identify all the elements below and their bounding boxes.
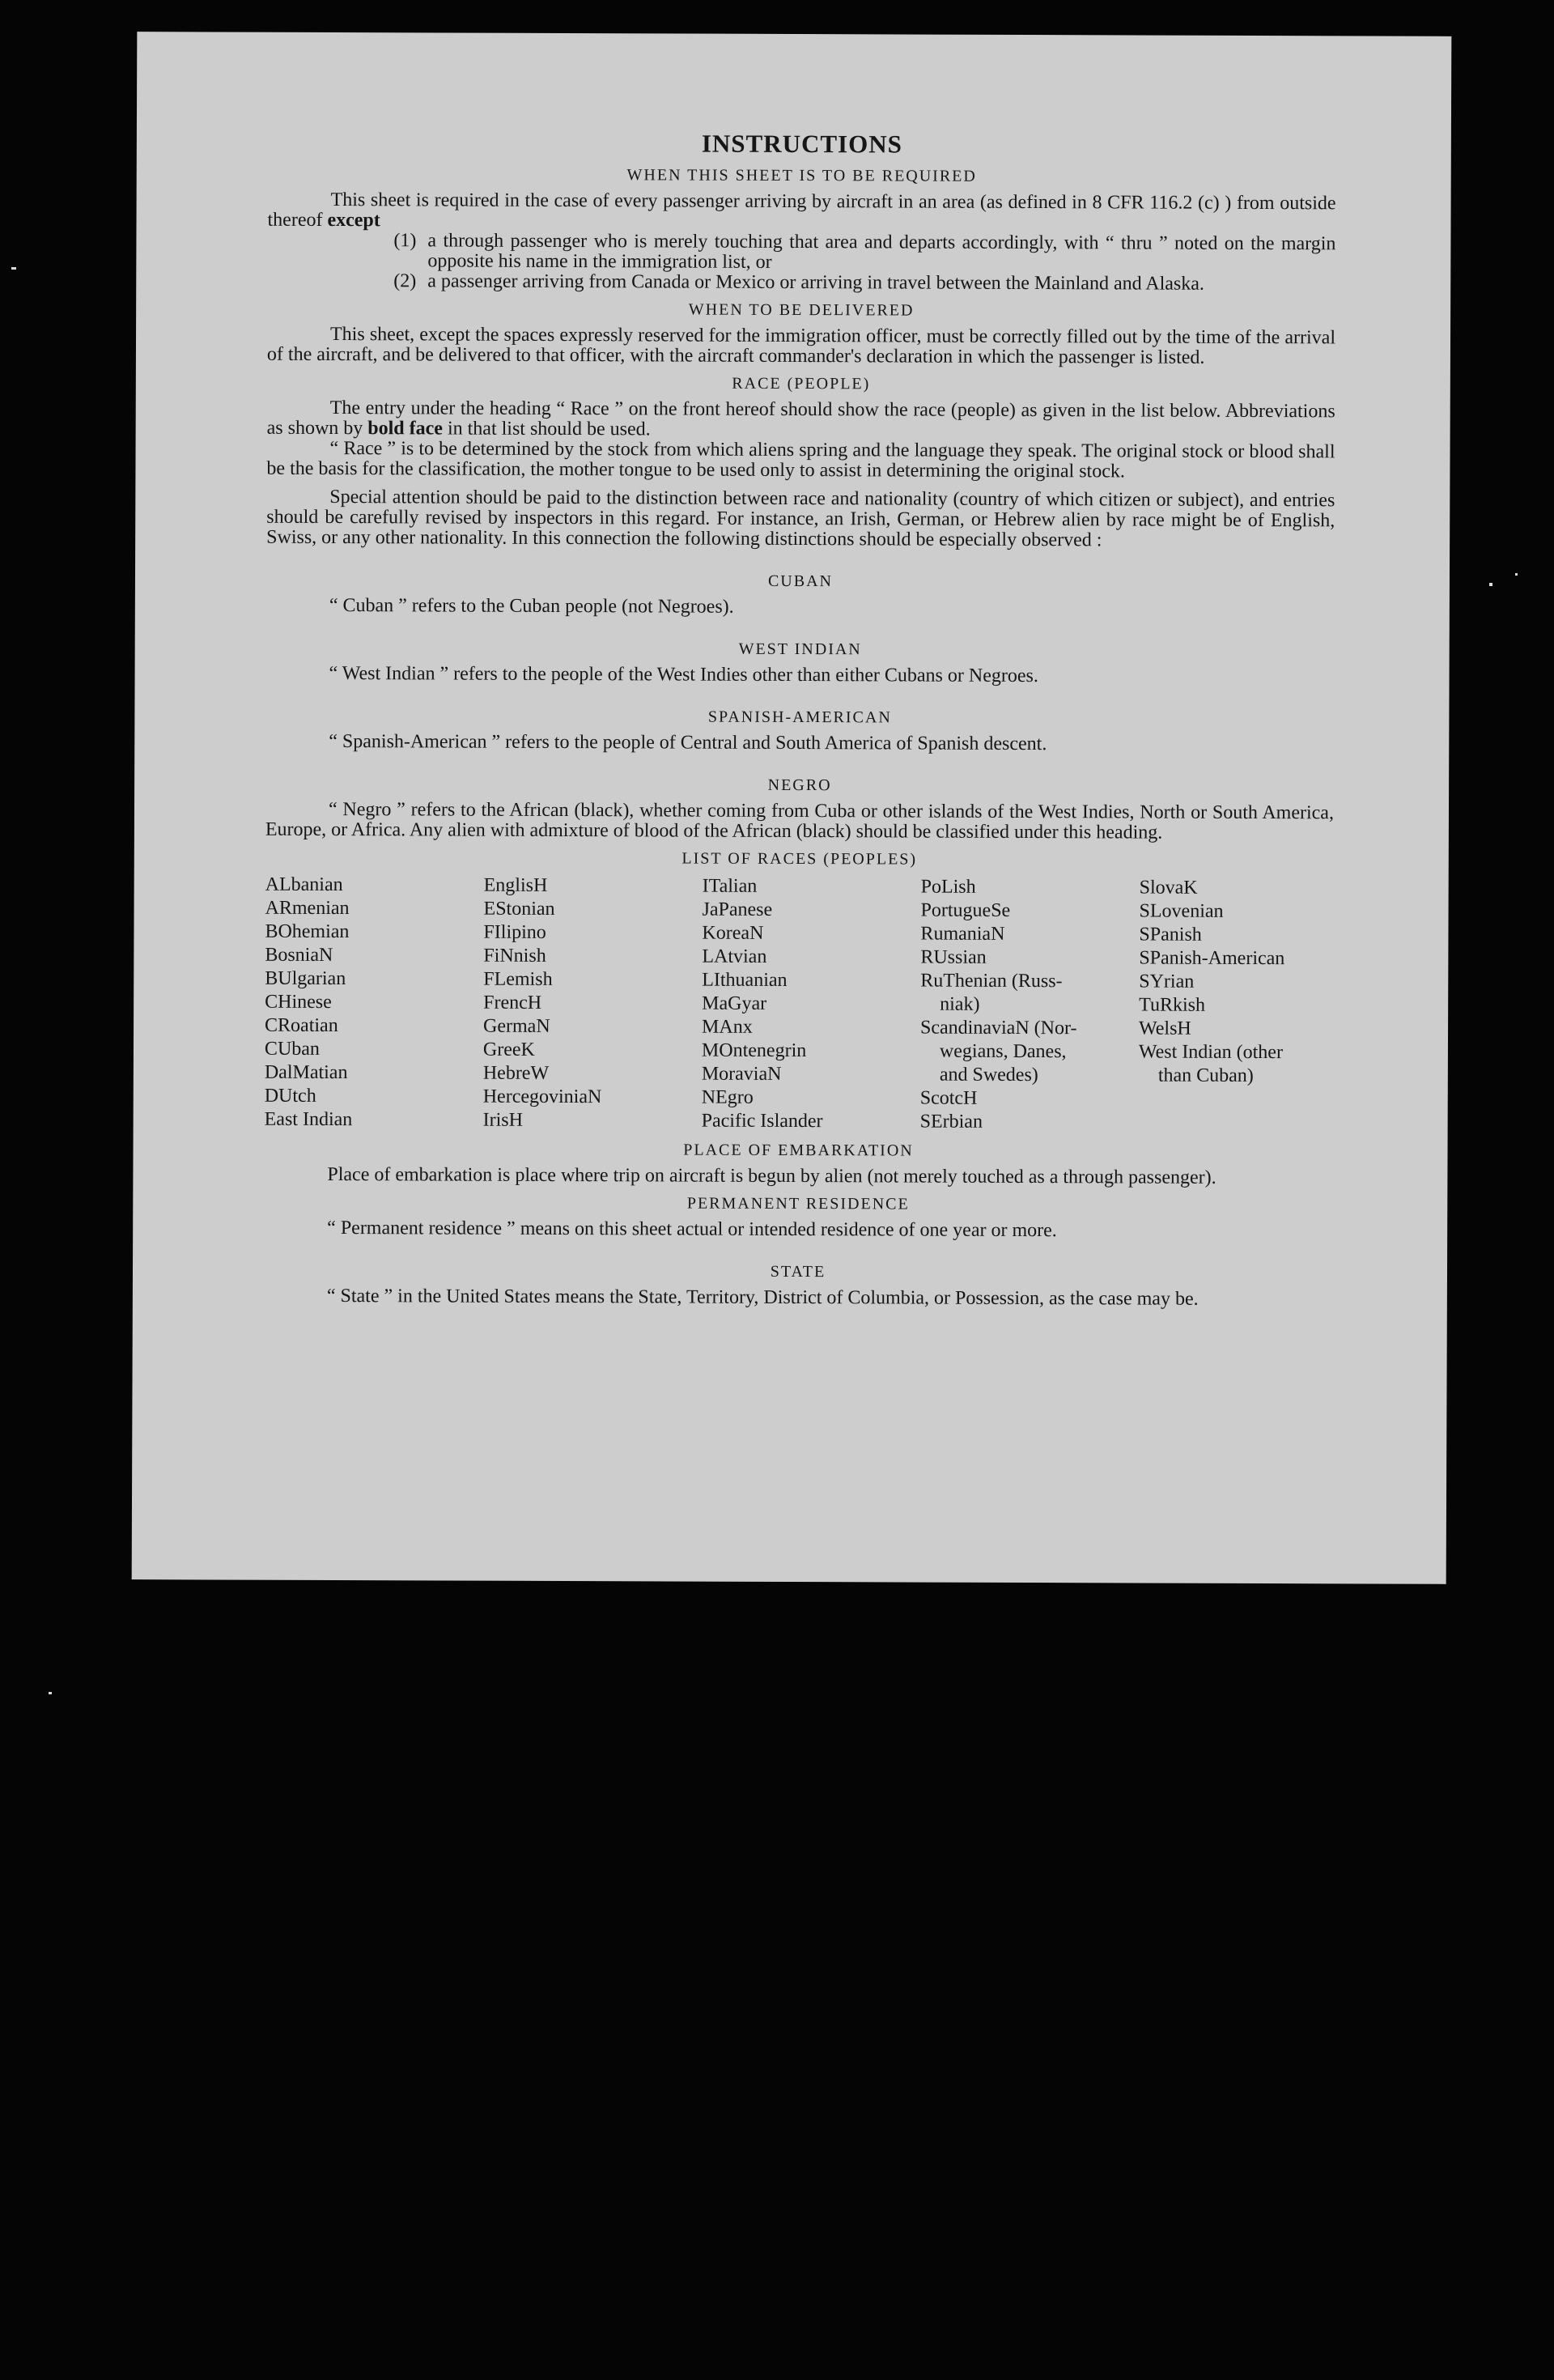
paragraph-permanent-residence: “ Permanent residence ” means on this sheet actual or intended residence of one year or more. [327, 1218, 1057, 1242]
races-column-2 [483, 874, 703, 1133]
race-entry: SLovenian [1139, 900, 1224, 922]
paragraph-when-required [267, 190, 1335, 235]
race-entry: MoraviaN [701, 1063, 782, 1085]
race-entry: EnglisH [483, 874, 548, 896]
paragraph-negro: “ Negro ” refers to the African (black), whether coming from Cuba or other islands of the West Indies, North or South America, Europe, or Africa. Any alien with admixture of blood of the African (black) should be classified under this heading. [265, 799, 1335, 844]
paragraph-cuban: “ Cuban ” refers to the Cuban people (not Negroes). [329, 595, 734, 618]
race-entry: NEgro [701, 1086, 754, 1108]
race-p1-bold: bold face [367, 418, 444, 440]
race-entry: HebreW [482, 1062, 550, 1084]
race-entry: SPanish-American [1139, 947, 1285, 970]
race-entry: WelsH [1139, 1018, 1191, 1039]
paragraph-state: “ State ” in the United States means the State, Territory, District of Columbia, or Possession, as the case may be. [326, 1285, 1199, 1310]
races-column-5 [1139, 877, 1334, 1136]
races-column-4 [920, 876, 1140, 1135]
race-entry: GreeK [482, 1039, 535, 1060]
race-entry: KoreaN [702, 922, 764, 944]
page-title: INSTRUCTIONS [701, 129, 902, 159]
race-entry: IrisH [482, 1109, 524, 1131]
race-entry: Pacific Islander [701, 1110, 823, 1133]
item-number: (1) [393, 230, 417, 252]
race-entry: ScandinaviaN (Nor- [920, 1017, 1077, 1039]
heading-race: RACE (PEOPLE) [732, 374, 871, 393]
race-entry: RuThenian (Russ- [920, 970, 1063, 992]
heading-cuban: CUBAN [767, 572, 834, 591]
race-entry: JaPanese [702, 899, 773, 920]
race-entry: HercegoviniaN [482, 1086, 602, 1108]
paragraph-race-3: Special attention should be paid to the distinction between race and nationality (country of which citizen or subject), and entries should be carefully revised by inspectors in this regard. For instance, an Irish, German, or Hebrew alien by race might be of English, Swiss, or any other nationality. In this connection the following distinctions should be especially observed : [266, 487, 1335, 551]
race-entry: FLemish [483, 968, 553, 990]
race-entry: and Swedes) [939, 1064, 1038, 1086]
race-entry: BOhemian [265, 920, 350, 943]
race-entry: FIlipino [483, 921, 546, 943]
race-entry: LIthuanian [702, 969, 788, 991]
scan-speck [11, 267, 16, 270]
race-entry: GermaN [483, 1015, 550, 1037]
list-item [267, 231, 1335, 275]
paragraph-when-delivered: This sheet, except the spaces expressly reserved for the immigration officer, must be correctly filled out by the time of the arrival of the aircraft, and be delivered to that officer, with the aircraft commander's declaration in which the passenger is listed. [266, 324, 1336, 368]
race-p1-after: in that list should be used. [447, 418, 651, 440]
instruction-sheet [132, 32, 1452, 1584]
heading-state: STATE [770, 1262, 826, 1281]
race-entry: than Cuban) [1157, 1065, 1254, 1086]
race-entry: FrencH [483, 992, 542, 1014]
race-entry: DalMatian [264, 1061, 348, 1084]
heading-when-delivered: WHEN TO BE DELIVERED [688, 300, 915, 320]
race-entry: ARmenian [265, 897, 350, 920]
paragraph-west-indian: “ West Indian ” refers to the people of the West Indies other than either Cubans or Negroes. [329, 663, 1038, 687]
race-entry: DUtch [264, 1085, 316, 1107]
heading-permanent-residence: PERMANENT RESIDENCE [686, 1194, 910, 1213]
race-entry: MAnx [702, 1016, 753, 1038]
scan-speck [1489, 583, 1492, 586]
intro-text: This sheet is required in the case of every passenger arriving by aircraft in an area (as defined in 8 CFR 116.2 (c) ) from outside thereof [267, 189, 1336, 231]
race-entry: CHinese [265, 991, 332, 1014]
scan-speck [49, 1692, 52, 1694]
race-entry: BUlgarian [265, 967, 346, 990]
heading-when-required: WHEN THIS SHEET IS TO BE REQUIRED [626, 166, 977, 185]
scan-speck [1515, 573, 1518, 576]
race-entry: SPanish [1139, 924, 1202, 946]
race-entry: RUssian [920, 946, 987, 968]
race-entry: SlovaK [1139, 877, 1198, 899]
paragraph-spanish-american: “ Spanish-American ” refers to the people of Central and South America of Spanish descent. [329, 731, 1047, 755]
race-entry: ScotcH [919, 1087, 978, 1109]
race-entry: ITalian [702, 875, 758, 897]
paragraph-race-1 [267, 398, 1335, 443]
paragraph-race-2: “ Race ” is to be determined by the stock from which aliens spring and the language they speak. The original stock or blood shall be the basis for the classification, the mother tongue to be used only to assist in determining the original stock. [266, 438, 1335, 482]
item-text: a passenger arriving from Canada or Mexico or arriving in travel between the Mainland and Alaska. [427, 270, 1204, 295]
item-text: a through passenger who is merely touching that area and departs accordingly, with “ thru ” noted on the margin opposite his name in the immigration list, or [427, 230, 1336, 273]
item-number: (2) [393, 270, 417, 292]
race-entry: East Indian [264, 1108, 353, 1131]
heading-embarkation: PLACE OF EMBARKATION [683, 1141, 914, 1160]
race-entry: PortugueSe [920, 899, 1011, 921]
race-entry: SErbian [919, 1111, 983, 1133]
intro-bold: except [327, 209, 380, 232]
race-entry: ALbanian [265, 873, 343, 896]
races-table [265, 873, 1334, 1136]
heading-list-of-races: LIST OF RACES (PEOPLES) [681, 849, 918, 869]
races-column-3 [702, 875, 921, 1134]
race-entry: TuRkish [1139, 994, 1206, 1016]
race-entry: FiNnish [483, 945, 546, 967]
heading-west-indian: WEST INDIAN [738, 640, 862, 659]
list-item [267, 271, 1335, 295]
race-entry: MaGyar [702, 992, 767, 1014]
race-entry: LAtvian [702, 946, 767, 967]
race-entry: BosniaN [265, 944, 333, 967]
race-p1-before: The entry under the heading “ Race ” on the front hereof should show the race (people) as given in the list below. Abbreviations as shown by [266, 397, 1335, 440]
race-entry: EStonian [483, 898, 555, 920]
paragraph-embarkation: Place of embarkation is place where trip on aircraft is begun by alien (not merely touched as a through passenger). [327, 1164, 1216, 1188]
race-entry: MOntenegrin [701, 1039, 807, 1062]
race-entry: West Indian (other [1138, 1041, 1284, 1064]
race-entry: PoLish [920, 876, 976, 898]
race-entry: RumaniaN [920, 923, 1005, 945]
race-entry: wegians, Danes, [939, 1040, 1067, 1063]
race-entry: CUban [264, 1038, 321, 1060]
race-entry: niak) [940, 993, 980, 1015]
race-entry: CRoatian [265, 1014, 338, 1037]
races-column-1 [265, 873, 484, 1133]
race-entry: SYrian [1139, 971, 1195, 992]
heading-spanish-american: SPANISH-AMERICAN [707, 708, 892, 727]
heading-negro: NEGRO [767, 776, 832, 795]
